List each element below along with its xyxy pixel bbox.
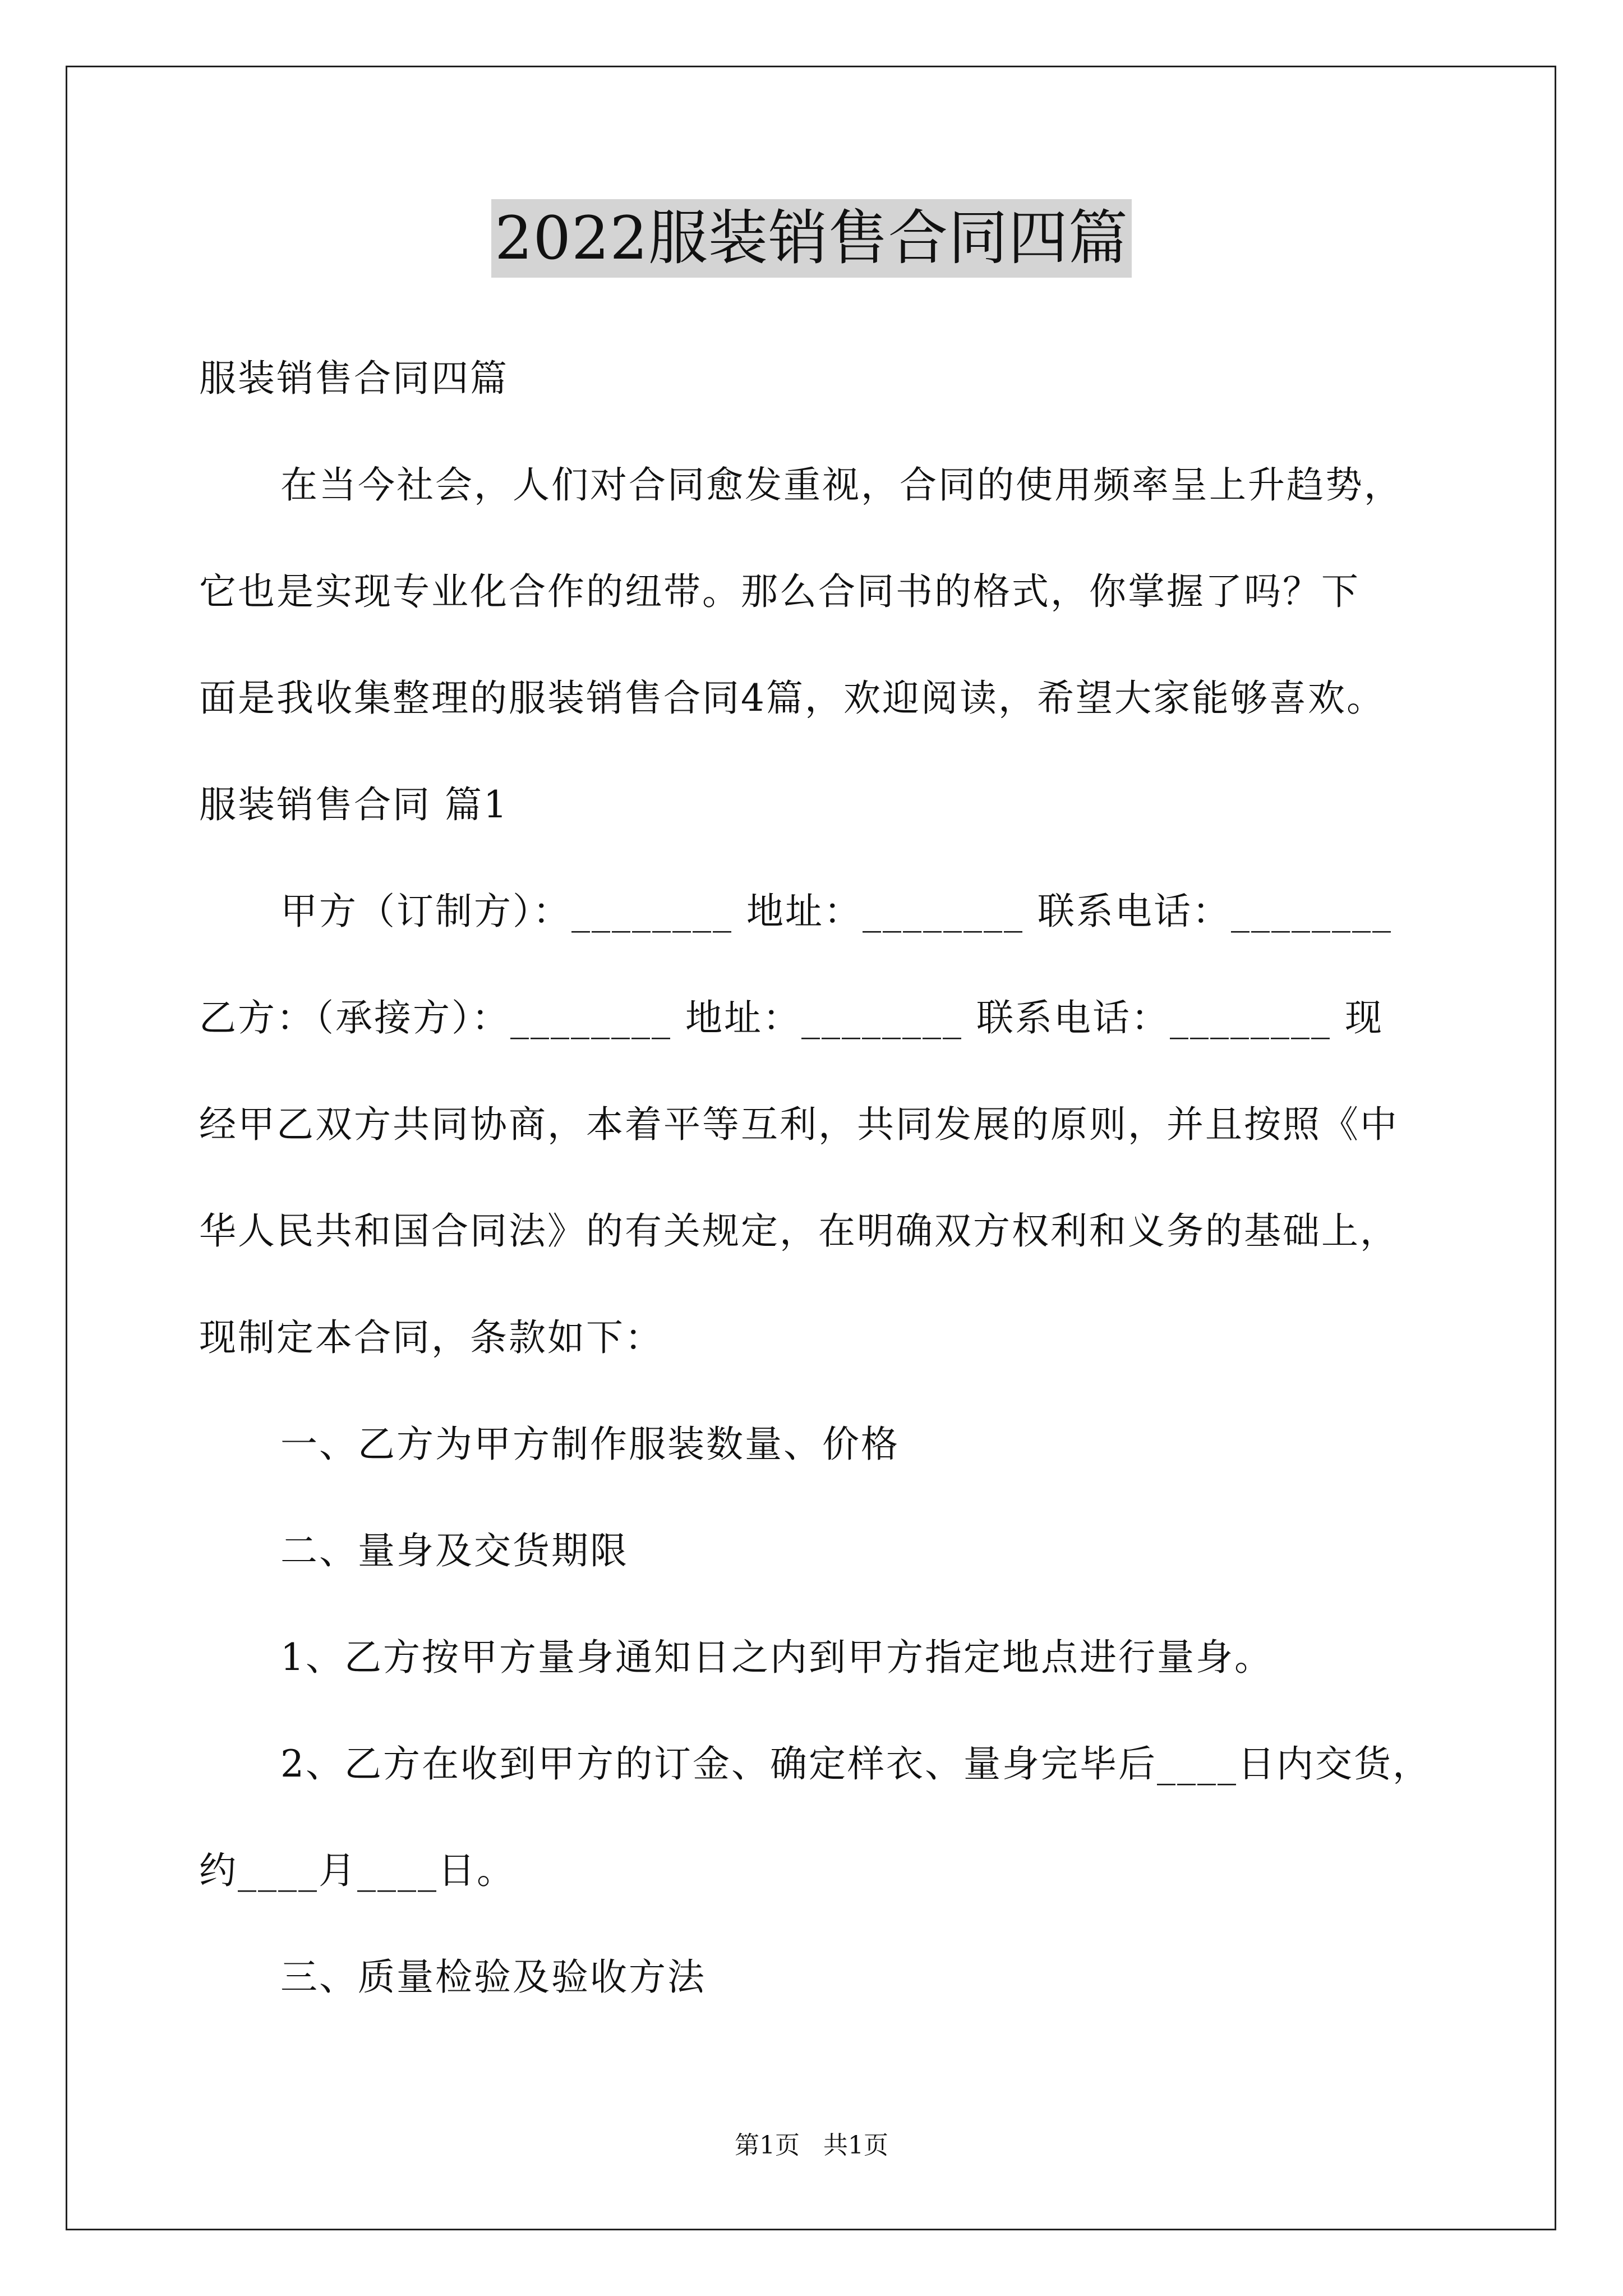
document-subtitle: 服装销售合同四篇 <box>199 357 509 400</box>
clause-item-continued: 约____月____日。 <box>199 1849 515 1892</box>
clause-item: 2、乙方在收到甲方的订金、确定样衣、量身完毕后____日内交货， <box>280 1742 1431 1786</box>
paragraph-line: 现制定本合同，条款如下： <box>199 1316 663 1359</box>
page-footer <box>0 2129 1623 2162</box>
paragraph-line: 它也是实现专业化合作的纽带。那么合同书的格式，你掌握了吗？下 <box>199 570 1360 613</box>
paragraph-line: 经甲乙双方共同协商，本着平等互利，共同发展的原则，并且按照《中 <box>199 1103 1399 1146</box>
paragraph-line: 华人民共和国合同法》的有关规定，在明确双方权利和义务的基础上， <box>199 1209 1399 1253</box>
page-total: 共1页 <box>823 2131 888 2160</box>
section-heading: 服装销售合同 篇1 <box>199 783 509 826</box>
clause-heading: 一、乙方为甲方制作服装数量、价格 <box>280 1423 900 1466</box>
document-title: 2022服装销售合同四篇 <box>491 199 1132 278</box>
paragraph-line: 面是我收集整理的服装销售合同4篇，欢迎阅读，希望大家能够喜欢。 <box>199 677 1385 720</box>
clause-heading: 三、质量检验及验收方法 <box>280 1955 706 1999</box>
party-a-line: 甲方（订制方）：________ 地址：________ 联系电话：________ <box>280 890 1393 933</box>
clause-item: 1、乙方按甲方量身通知日之内到甲方指定地点进行量身。 <box>280 1636 1273 1679</box>
clause-heading: 二、量身及交货期限 <box>280 1529 629 1572</box>
title-container <box>0 199 1623 278</box>
party-b-line: 乙方：（承接方）：________ 地址：________ 联系电话：________ 现 <box>199 996 1384 1039</box>
page-number: 第1页 <box>735 2131 800 2160</box>
paragraph-line: 在当今社会，人们对合同愈发重视，合同的使用频率呈上升趋势， <box>280 463 1403 507</box>
